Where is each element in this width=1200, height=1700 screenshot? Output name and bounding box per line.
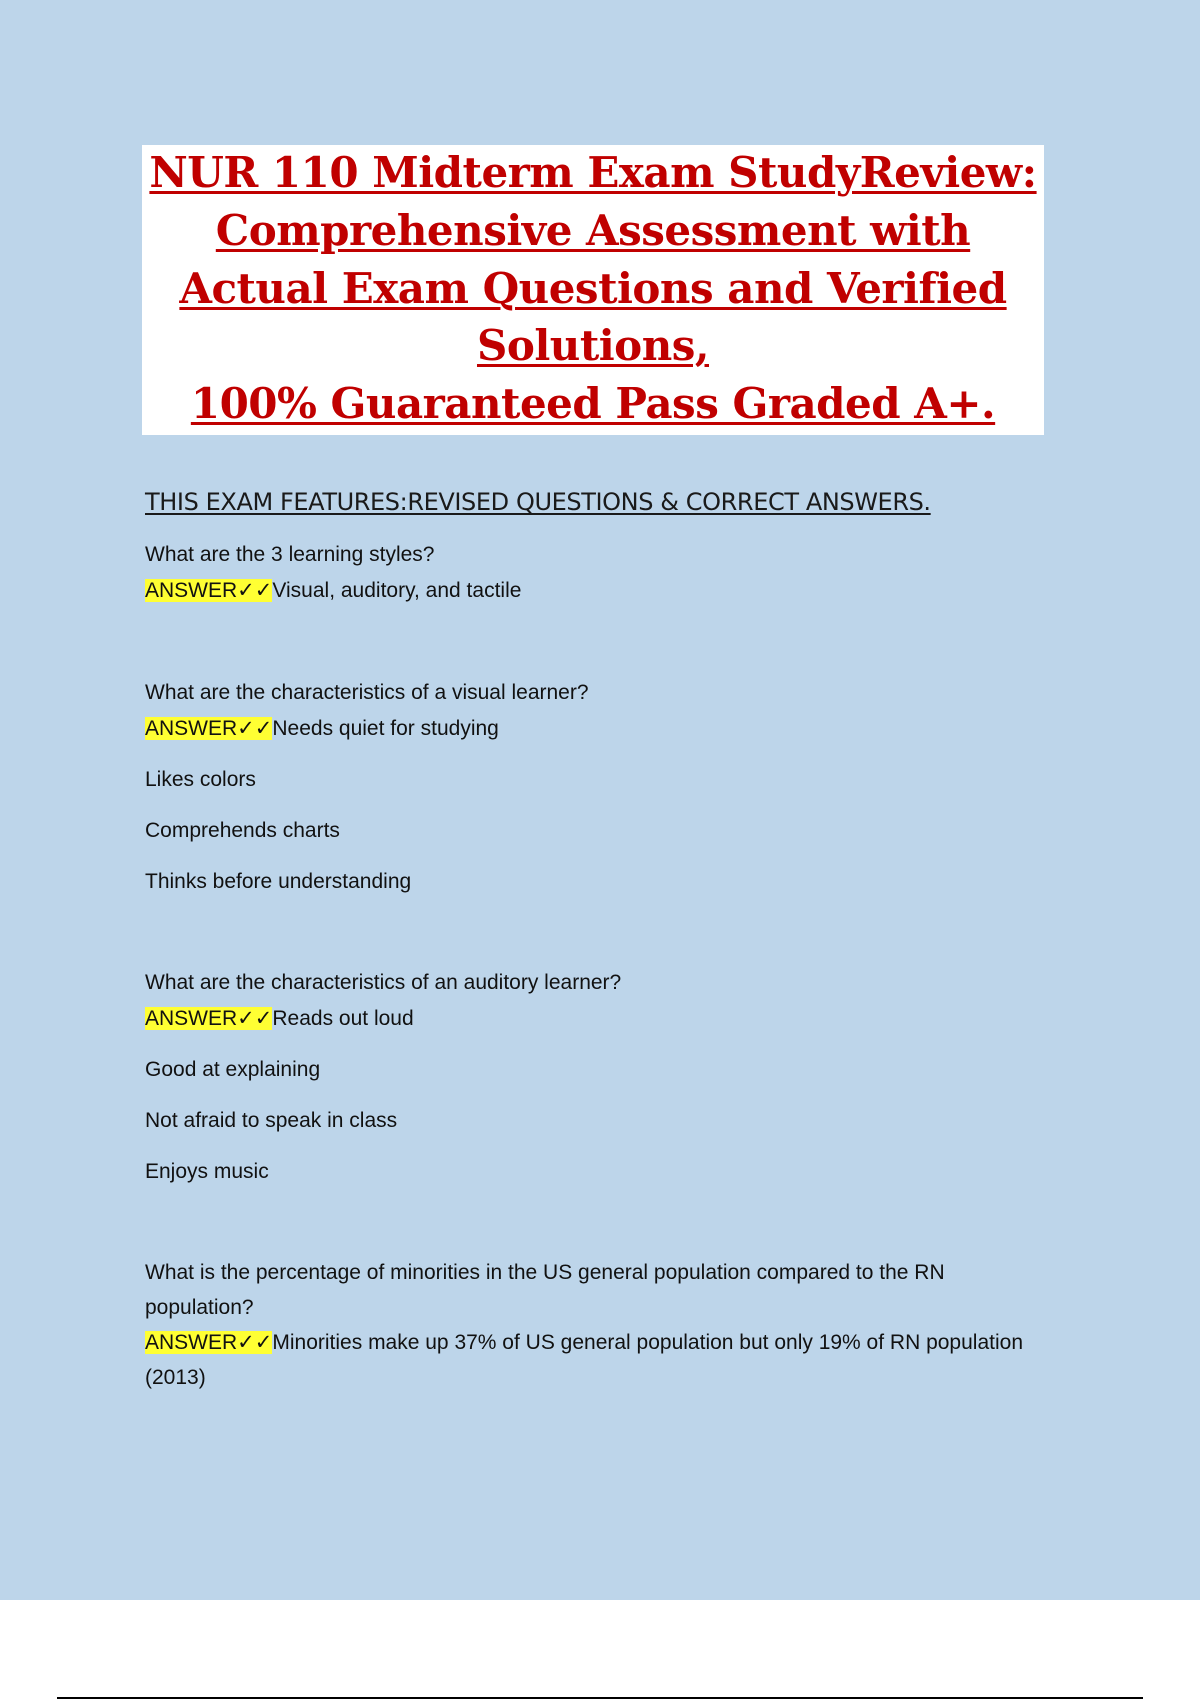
answer-text: Minorities make up 37% of US general population but only 19% of RN population xyxy=(272,1331,1023,1354)
title-line-1: NUR 110 Midterm Exam StudyReview: xyxy=(149,148,1037,197)
question-block-2 xyxy=(145,675,1075,900)
answer-text: Reads out loud xyxy=(272,1007,414,1030)
answer-extra-line: Likes colors xyxy=(145,768,256,791)
answer-marker: ANSWER✓✓ xyxy=(145,717,273,740)
answer-line xyxy=(145,711,1075,747)
title-line-4: Solutions, xyxy=(476,321,709,370)
answer-text: Needs quiet for studying xyxy=(272,717,499,740)
answer-line xyxy=(145,1325,1075,1360)
answer-marker: ANSWER✓✓ xyxy=(145,579,273,602)
features-heading: THIS EXAM FEATURES:REVISED QUESTIONS & CORRECT ANSWERS. xyxy=(145,488,931,516)
question-text: What are the 3 learning styles? xyxy=(145,543,435,566)
answer-continuation: (2013) xyxy=(145,1366,206,1389)
answer-extra-line: Enjoys music xyxy=(145,1160,269,1183)
question-block-3 xyxy=(145,965,1075,1190)
question-block-4 xyxy=(145,1255,1075,1395)
answer-extra-line: Thinks before understanding xyxy=(145,870,412,893)
answer-marker: ANSWER✓✓ xyxy=(145,1331,273,1354)
question-text-line-1: What is the percentage of minorities in the US general population compared to the RN xyxy=(145,1261,945,1284)
title-line-3: Actual Exam Questions and Verified xyxy=(179,264,1007,313)
answer-extra-line: Good at explaining xyxy=(145,1058,321,1081)
question-text: What are the characteristics of an auditory learner? xyxy=(145,971,622,994)
title-line-2: Comprehensive Assessment with xyxy=(215,206,971,255)
answer-extra-line: Comprehends charts xyxy=(145,819,340,842)
footer-divider xyxy=(57,1697,1143,1699)
question-block-1 xyxy=(145,537,1075,609)
document-title xyxy=(142,0,1044,460)
answer-text: Visual, auditory, and tactile xyxy=(272,579,522,602)
answer-extra-line: Not afraid to speak in class xyxy=(145,1109,398,1132)
answer-marker: ANSWER✓✓ xyxy=(145,1007,273,1030)
answer-line xyxy=(145,1001,1075,1037)
title-line-5: 100% Guaranteed Pass Graded A+. xyxy=(190,379,996,428)
question-text: What are the characteristics of a visual learner? xyxy=(145,681,589,704)
answer-line xyxy=(145,573,1075,609)
question-text-line-2: population? xyxy=(145,1296,254,1319)
